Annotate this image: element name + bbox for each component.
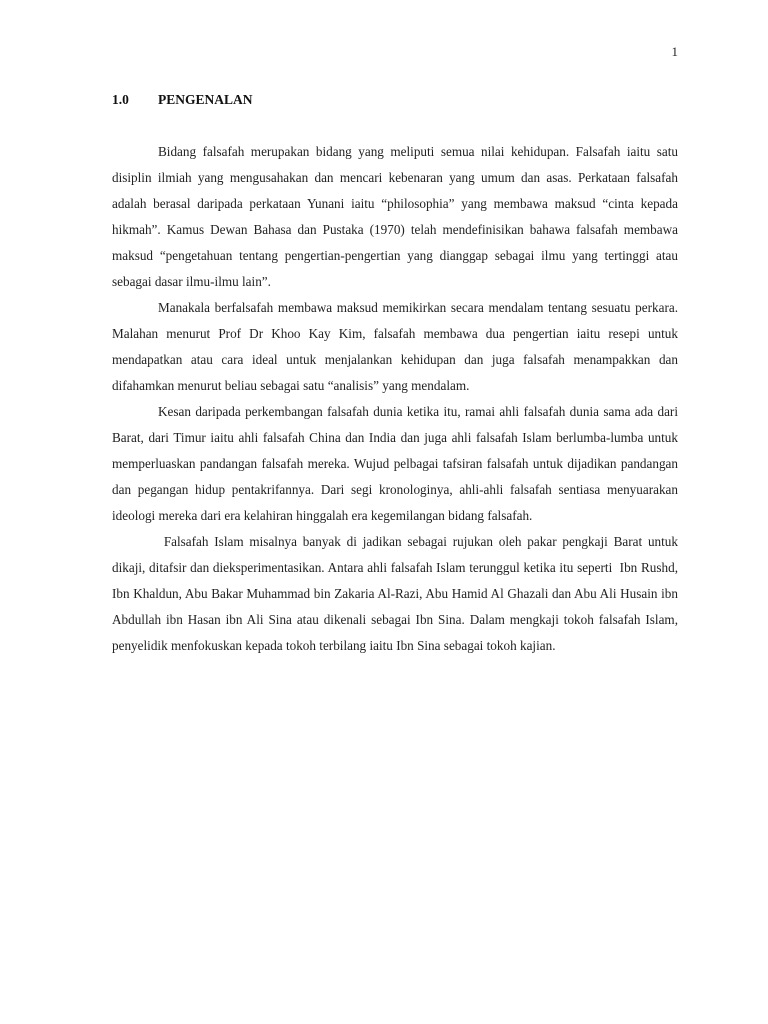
page-number: 1 (671, 44, 678, 59)
section-title: PENGENALAN (158, 92, 253, 107)
section-heading (112, 92, 253, 108)
paragraph: Kesan daripada perkembangan falsafah dunia ketika itu, ramai ahli falsafah dunia sama ada dari Barat, dari Timur iaitu ahli falsafah China dan India dan juga ahli falsafah Islam berlumba-lumba untuk memperluaskan pandangan falsafah mereka. Wujud pelbagai tafsiran falsafah untuk dijadikan pandangan dan pegangan hidup pentakrifannya. Dari segi kronologinya, ahli-ahli falsafah sentiasa menyuarakan ideologi mereka dari era kelahiran hinggalah era kegemilangan bidang falsafah. (112, 404, 678, 523)
section-number: 1.0 (112, 92, 129, 107)
paragraph: Bidang falsafah merupakan bidang yang meliputi semua nilai kehidupan. Falsafah iaitu satu disiplin ilmiah yang mengusahakan dan mencari kebenaran yang umum dan asas. Perkataan falsafah adalah berasal daripada perkataan Yunani iaitu “philosophia” yang membawa maksud “cinta kepada hikmah”. Kamus Dewan Bahasa dan Pustaka (1970) telah mendefinisikan bahawa falsafah membawa maksud “pengetahuan tentang pengertian-pengertian yang dianggap sebagai ilmu yang tertinggi atau sebagai dasar ilmu-ilmu lain”. (112, 144, 678, 289)
body-text (112, 139, 682, 659)
paragraph: Manakala berfalsafah membawa maksud memikirkan secara mendalam tentang sesuatu perkara. Malahan menurut Prof Dr Khoo Kay Kim, falsafah membawa dua pengertian iaitu resepi untuk mendapatkan atau cara ideal untuk menjalankan kehidupan dan juga falsafah menampakkan dan difahamkan menurut beliau sebagai satu “analisis” yang mendalam. (112, 300, 678, 393)
paragraph: Falsafah Islam misalnya banyak di jadikan sebagai rujukan oleh pakar pengkaji Barat untuk dikaji, ditafsir dan dieksperimentasikan. Antara ahli falsafah Islam terunggul ketika itu seperti Ibn Rushd, Ibn Khaldun, Abu Bakar Muhammad bin Zakaria Al-Razi, Abu Hamid Al Ghazali dan Abu Ali Husain ibn Abdullah ibn Hasan ibn Ali Sina atau dikenali sebagai Ibn Sina. Dalam mengkaji tokoh falsafah Islam, penyelidik menfokuskan kepada tokoh terbilang iaitu Ibn Sina sebagai tokoh kajian. (112, 534, 682, 653)
